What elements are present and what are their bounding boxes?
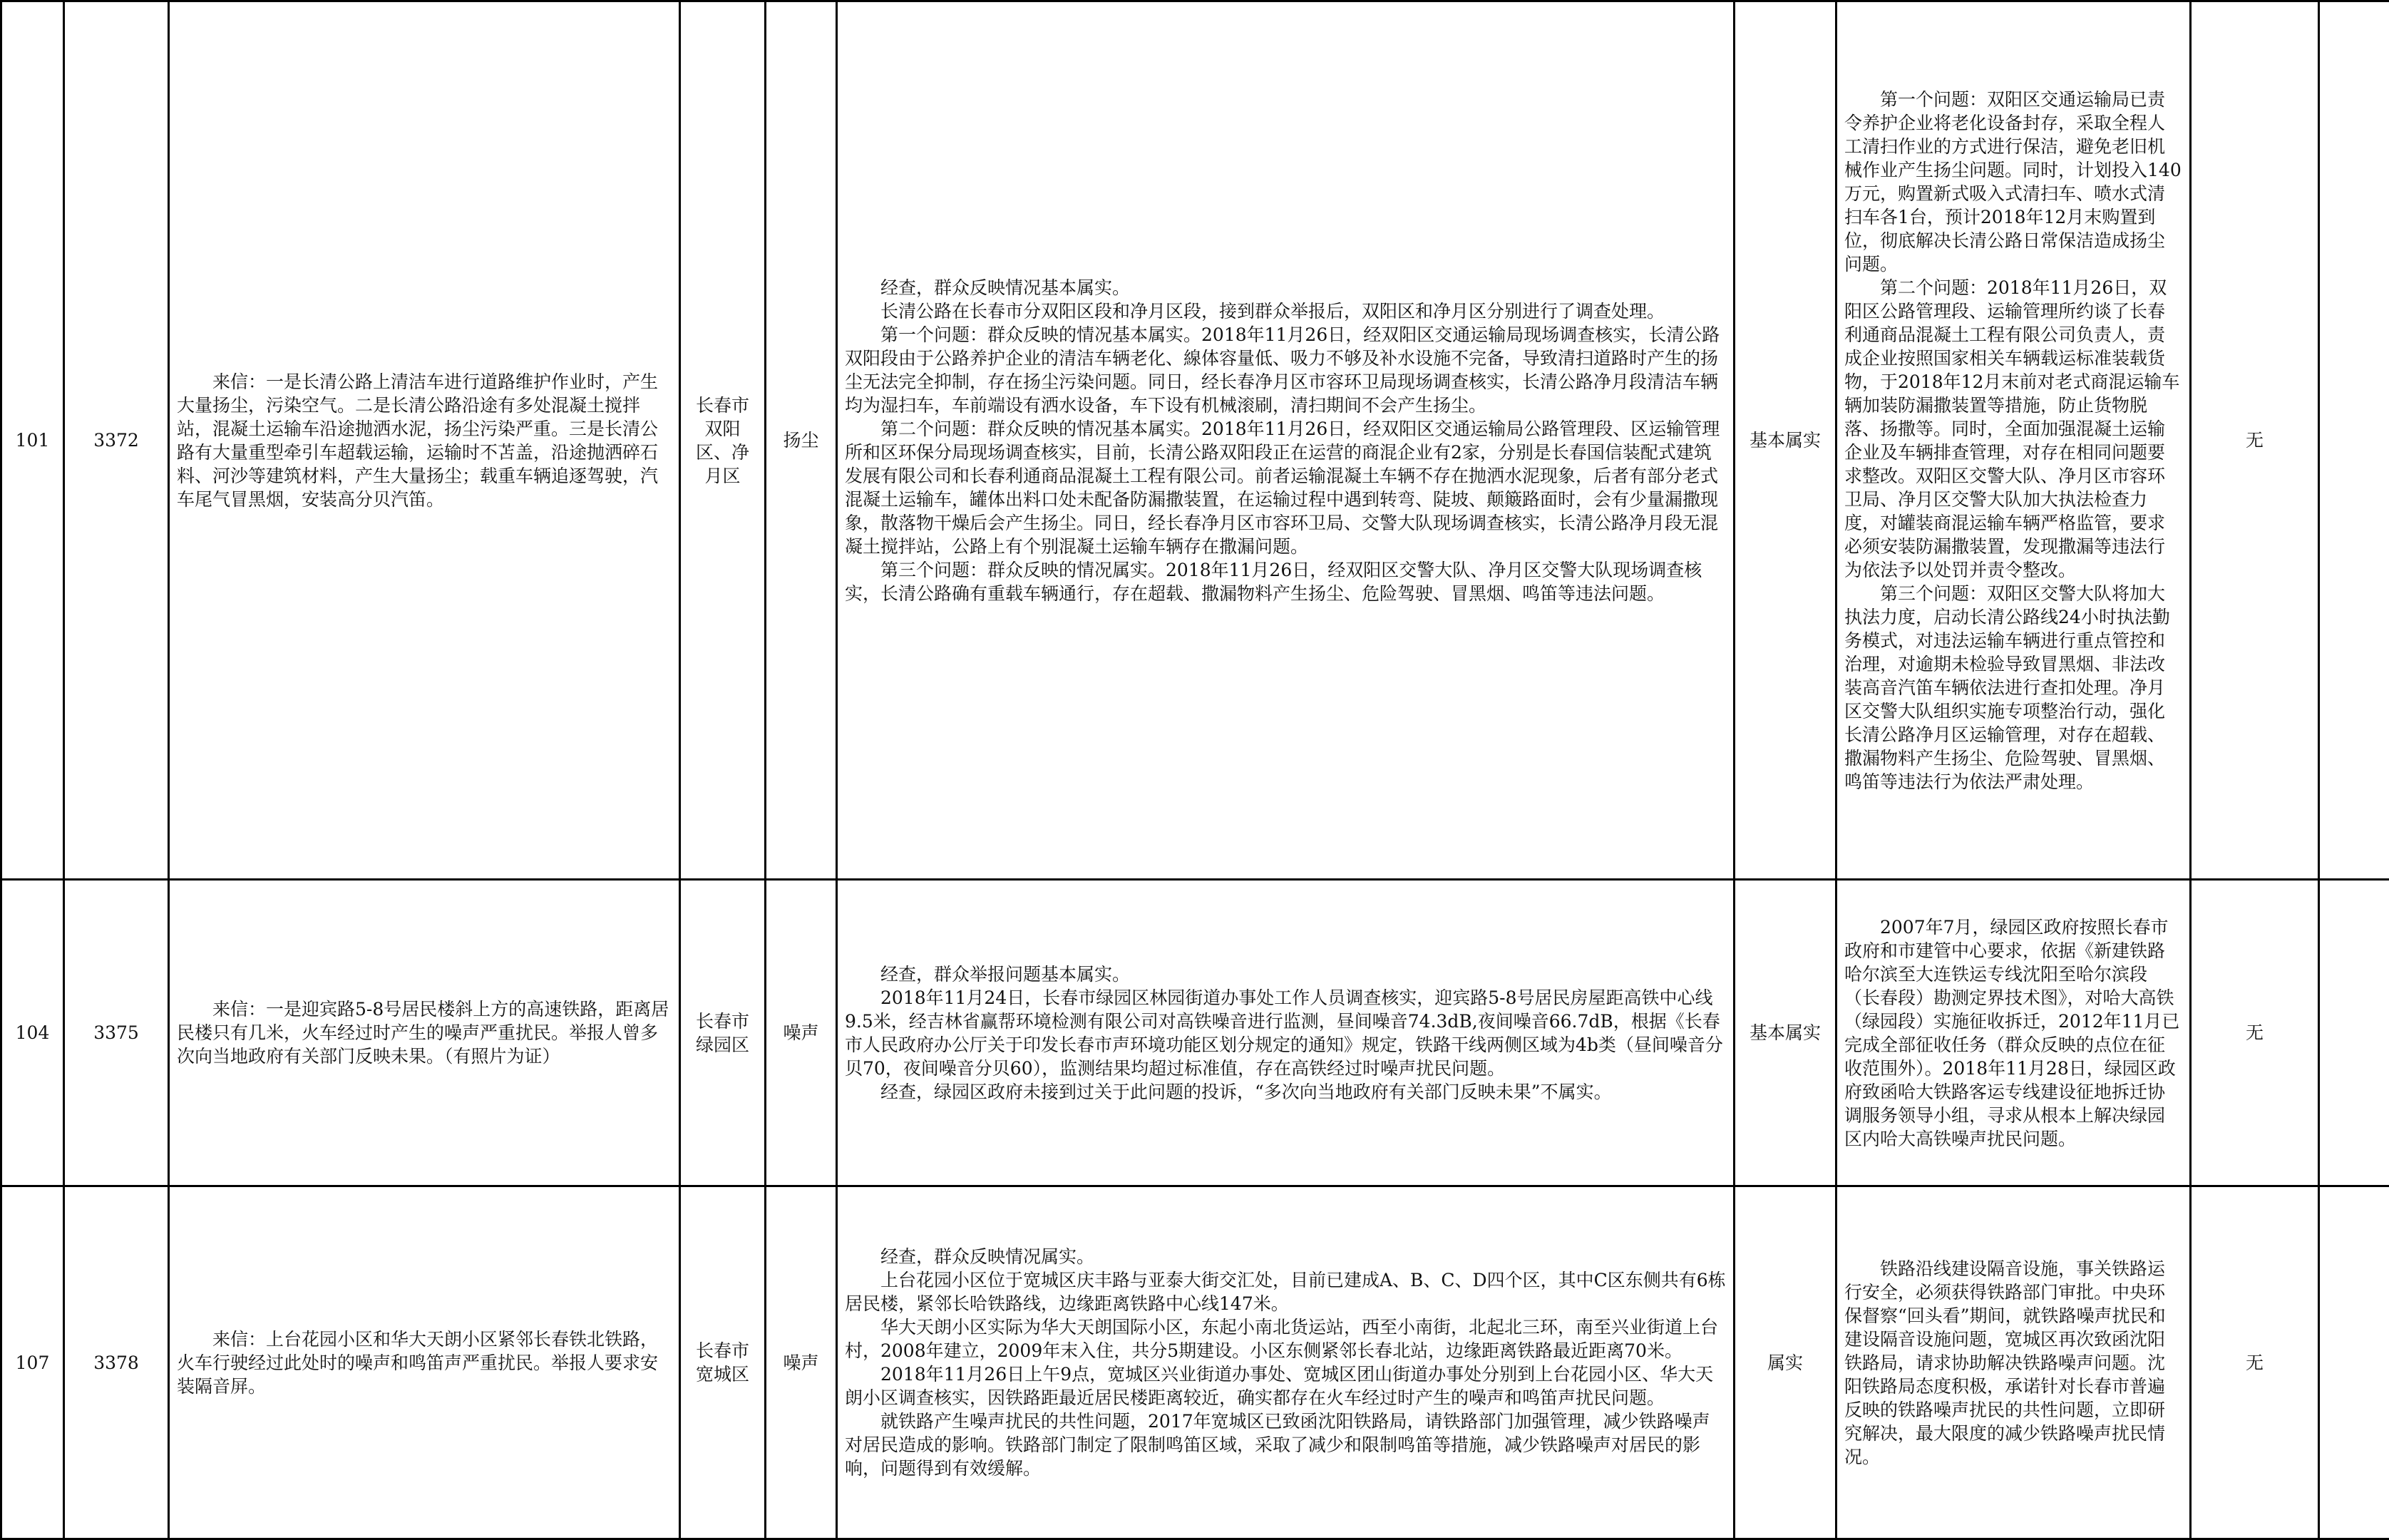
investigation-paragraph: 第一个问题：群众反映的情况基本属实。2018年11月26日，经双阳区交通运输局现场调查核实，长清公路双阳段由于公路养护企业的清洁车辆老化、線体容量低、吸力不够及补水设施不完备，导致清扫道路时产生的扬尘无法完全抑制，存在扬尘污染问题。同日，经长春净月区市容环卫局现场调查核实，长清公路净月段清洁车辆均为湿扫车，车前端设有洒水设备，车下设有机械滚刷，清扫期间不会产生扬尘。	[845, 323, 1726, 417]
table-body	[1, 1, 2389, 1539]
handling-paragraph: 第三个问题：双阳区交警大队将加大执法力度，启动长清公路线24小时执法勤务模式，对违法运输车辆进行重点管控和治理，对逾期未检验导致冒黑烟、非法改装高音汽笛车辆依法进行查扣处理。净月区交警大队组织实施专项整治行动，强化长清公路净月区运输管理，对存在超载、撒漏物料产生扬尘、危险驾驶、冒黑烟、鸣笛等违法行为依法严肃处理。	[1844, 582, 2182, 794]
investigation-paragraph: 2018年11月26日上午9点，宽城区兴业街道办事处、宽城区团山街道办事处分别到上台花园小区、华大天朗小区调查核实，因铁路距最近居民楼距离较近，确实都存在火车经过时产生的噪声和鸣笛声扰民问题。	[845, 1362, 1726, 1410]
row-category: 噪声	[766, 880, 837, 1186]
complaint-text: 来信：上台花园小区和华大天朗小区紧邻长春铁北铁路，火车行驶经过此处时的噪声和鸣笛声严重扰民。举报人要求安装隔音屏。	[177, 1328, 672, 1398]
row-category: 噪声	[766, 1186, 837, 1539]
row-complaint	[169, 880, 680, 1186]
row-category: 扬尘	[766, 1, 837, 880]
investigation-paragraph: 上台花园小区位于宽城区庆丰路与亚泰大街交汇处，目前已建成A、B、C、D四个区，其中C区东侧共有6栋居民楼，紧邻长哈铁路线，边缘距离铁路中心线147米。	[845, 1268, 1726, 1315]
handling-paragraph: 第二个问题：2018年11月26日，双阳区公路管理段、运输管理所约谈了长春利通商品混凝土工程有限公司负责人，责成企业按照国家相关车辆载运标准装载货物，于2018年12月末前对老式商混运输车辆加装防漏撒装置等措施，防止货物脱落、扬撒等。同时，全面加强混凝土运输企业及车辆排查管理，对存在相同问题要求整改。双阳区交警大队、净月区市容环卫局、净月区交警大队加大执法检查力度，对罐装商混运输车辆严格监管，要求必须安装防漏撒装置，发现撒漏等违法行为依法予以处罚并责令整改。	[1844, 276, 2182, 582]
row-verdict: 基本属实	[1735, 880, 1836, 1186]
row-verdict: 基本属实	[1735, 1, 1836, 880]
row-accountability: 无	[2191, 1186, 2319, 1539]
investigation-paragraph: 经查，群众举报问题基本属实。	[845, 962, 1726, 986]
row-notes	[2319, 1, 2389, 880]
row-handling	[1836, 1, 2191, 880]
row-seq: 104	[1, 880, 64, 1186]
investigation-paragraph: 华大天朗小区实际为华大天朗国际小区，东起小南北货运站，西至小南街，北起北三环，南至兴业街道上台村，2008年建立，2009年末入住，共分5期建设。小区东侧紧邻长春北站，边缘距离铁路最近距离70米。	[845, 1315, 1726, 1362]
row-handling	[1836, 1186, 2191, 1539]
row-district: 长春市宽城区	[680, 1186, 766, 1539]
row-investigation	[837, 1186, 1735, 1539]
row-accountability: 无	[2191, 1, 2319, 880]
row-district: 长春市绿园区	[680, 880, 766, 1186]
table-row	[1, 1186, 2389, 1539]
row-case-no: 3372	[64, 1, 169, 880]
row-district: 长春市双阳区、净月区	[680, 1, 766, 880]
row-notes	[2319, 1186, 2389, 1539]
investigation-paragraph: 就铁路产生噪声扰民的共性问题，2017年宽城区已致函沈阳铁路局，请铁路部门加强管理，减少铁路噪声对居民造成的影响。铁路部门制定了限制鸣笛区域，采取了减少和限制鸣笛等措施，减少铁路噪声对居民的影响，问题得到有效缓解。	[845, 1410, 1726, 1480]
handling-paragraph: 第一个问题：双阳区交通运输局已责令养护企业将老化设备封存，采取全程人工清扫作业的方式进行保洁，避免老旧机械作业产生扬尘问题。同时，计划投入140万元，购置新式吸入式清扫车、喷水式清扫车各1台，预计2018年12月末购置到位，彻底解决长清公路日常保洁造成扬尘问题。	[1844, 88, 2182, 276]
investigation-paragraph: 经查，群众反映情况基本属实。	[845, 276, 1726, 299]
row-handling	[1836, 880, 2191, 1186]
investigation-paragraph: 2018年11月24日，长春市绿园区林园街道办事处工作人员调查核实，迎宾路5-8号居民房屋距高铁中心线9.5米，经吉林省赢帮环境检测有限公司对高铁噪音进行监测，昼间噪音74.3dB,夜间噪音66.7dB，根据《长春市人民政府办公厅关于印发长春市声环境功能区划分规定的通知》规定，铁路干线两侧区域为4b类（昼间噪音分贝70，夜间噪音分贝60），监测结果均超过标准值，存在高铁经过时噪声扰民问题。	[845, 986, 1726, 1080]
table-row	[1, 1, 2389, 880]
handling-paragraph: 铁路沿线建设隔音设施，事关铁路运行安全，必须获得铁路部门审批。中央环保督察“回头看”期间，就铁路噪声扰民和建设隔音设施问题，宽城区再次致函沈阳铁路局，请求协助解决铁路噪声问题。沈阳铁路局态度积极，承诺针对长春市普遍反映的铁路噪声扰民的共性问题，立即研究解决，最大限度的减少铁路噪声扰民情况。	[1844, 1257, 2182, 1469]
handling-paragraph: 2007年7月，绿园区政府按照长春市政府和市建管中心要求，依据《新建铁路哈尔滨至大连铁运专线沈阳至哈尔滨段（长春段）勘测定界技术图》，对哈大高铁（绿园段）实施征收拆迁，2012年11月已完成全部征收任务（群众反映的点位在征收范围外）。2018年11月28日，绿园区政府致函哈大铁路客运专线建设征地拆迁协调服务领导小组，寻求从根本上解决绿园区内哈大高铁噪声扰民问题。	[1844, 915, 2182, 1151]
investigation-paragraph: 第三个问题：群众反映的情况属实。2018年11月26日，经双阳区交警大队、净月区交警大队现场调查核实，长清公路确有重载车辆通行，存在超载、撒漏物料产生扬尘、危险驾驶、冒黑烟、鸣笛等违法问题。	[845, 558, 1726, 605]
row-complaint	[169, 1, 680, 880]
row-seq: 101	[1, 1, 64, 880]
row-investigation	[837, 1, 1735, 880]
row-notes	[2319, 880, 2389, 1186]
row-complaint	[169, 1186, 680, 1539]
complaint-text: 来信：一是长清公路上清洁车进行道路维护作业时，产生大量扬尘，污染空气。二是长清公路沿途有多处混凝土搅拌站，混凝土运输车沿途抛洒水泥，扬尘污染严重。三是长清公路有大量重型牵引车超载运输，运输时不苫盖，沿途抛洒碎石料、河沙等建筑材料，产生大量扬尘；载重车辆追逐驾驶，汽车尾气冒黑烟，安装高分贝汽笛。	[177, 370, 672, 511]
investigation-paragraph: 经查，群众反映情况属实。	[845, 1245, 1726, 1268]
row-seq: 107	[1, 1186, 64, 1539]
table-row	[1, 880, 2389, 1186]
row-verdict: 属实	[1735, 1186, 1836, 1539]
row-case-no: 3378	[64, 1186, 169, 1539]
row-accountability: 无	[2191, 880, 2319, 1186]
investigation-paragraph: 经查，绿园区政府未接到过关于此问题的投诉，“多次向当地政府有关部门反映未果”不属实。	[845, 1080, 1726, 1104]
complaint-text: 来信：一是迎宾路5-8号居民楼斜上方的高速铁路，距离居民楼只有几米，火车经过时产生的噪声严重扰民。举报人曾多次向当地政府有关部门反映未果。（有照片为证）	[177, 997, 672, 1068]
row-investigation	[837, 880, 1735, 1186]
row-case-no: 3375	[64, 880, 169, 1186]
investigation-paragraph: 长清公路在长春市分双阳区段和净月区段，接到群众举报后，双阳区和净月区分别进行了调查处理。	[845, 299, 1726, 323]
investigation-paragraph: 第二个问题：群众反映的情况基本属实。2018年11月26日，经双阳区交通运输局公路管理段、区运输管理所和区环保分局现场调查核实，目前，长清公路双阳段正在运营的商混企业有2家，分别是长春国信装配式建筑发展有限公司和长春利通商品混凝土工程有限公司。前者运输混凝土车辆不存在抛洒水泥现象，后者有部分老式混凝土运输车，罐体出料口处未配备防漏撒装置，在运输过程中遇到转弯、陡坡、颠簸路面时，会有少量漏撒现象，散落物干燥后会产生扬尘。同日，经长春净月区市容环卫局、交警大队现场调查核实，长清公路净月段无混凝土搅拌站，公路上有个别混凝土运输车辆存在撒漏问题。	[845, 417, 1726, 558]
